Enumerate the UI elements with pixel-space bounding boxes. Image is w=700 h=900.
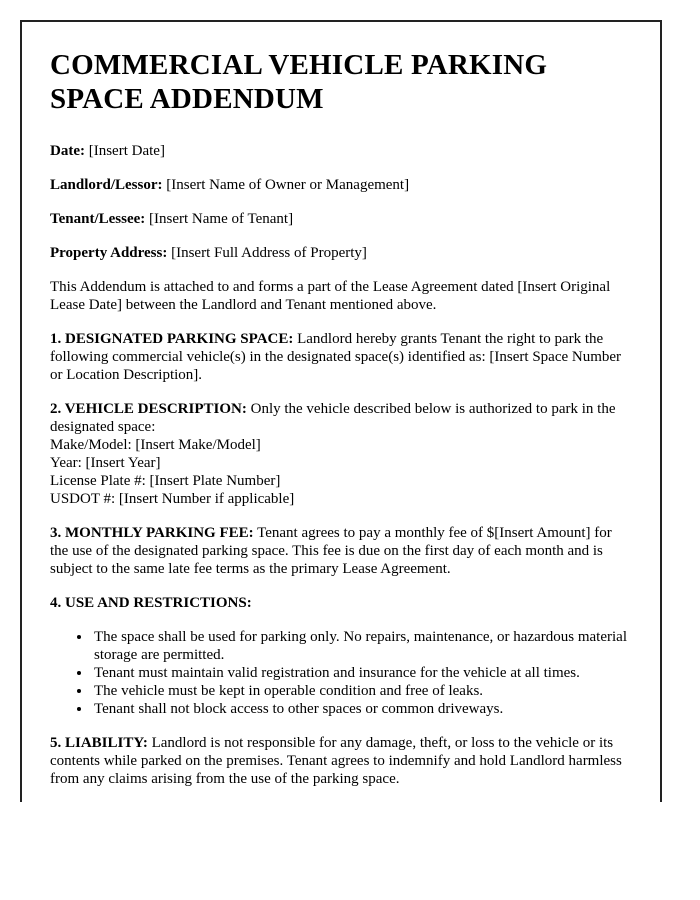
field-tenant: [50, 210, 632, 228]
field-property-address-label: Property Address:: [50, 245, 168, 261]
restrictions-list: [50, 628, 632, 718]
intro-paragraph: This Addendum is attached to and forms a part of the Lease Agreement dated [Insert Original Lease Date] between the Landlord and Tenant mentioned above.: [50, 279, 611, 313]
field-tenant-label: Tenant/Lessee:: [50, 211, 146, 227]
restriction-item: • Tenant shall not block access to other spaces or common driveways.: [92, 700, 632, 718]
section-1-heading: 1. DESIGNATED PARKING SPACE:: [50, 331, 294, 347]
section-5-body: Landlord is not responsible for any damage, theft, or loss to the vehicle or its contents while parked on the premises. Tenant agrees to indemnify and hold Landlord harmless from any claims arising from the use of the parking space.: [50, 735, 622, 787]
section-2-heading: 2. VEHICLE DESCRIPTION:: [50, 401, 247, 417]
restriction-item: • The vehicle must be kept in operable condition and free of leaks.: [92, 682, 632, 700]
section-vehicle-description: [50, 400, 632, 508]
field-landlord-label: Landlord/Lessor:: [50, 177, 163, 193]
section-2-body: Only the vehicle described below is authorized to park in the designated space:: [50, 401, 616, 435]
field-date-label: Date:: [50, 143, 85, 159]
field-property-address-value: [Insert Full Address of Property]: [171, 245, 367, 261]
field-property-address: [50, 244, 632, 262]
section-use-and-restrictions: [50, 594, 632, 718]
restriction-item: • The space shall be used for parking only. No repairs, maintenance, or hazardous material storage are permitted.: [92, 628, 632, 664]
section-3-body: Tenant agrees to pay a monthly fee of $[Insert Amount] for the use of the designated parking space. This fee is due on the first day of each month and is subject to the same late fee terms as the primary Lease Agreement.: [50, 525, 612, 577]
section-designated-parking-space: [50, 330, 632, 384]
field-tenant-value: [Insert Name of Tenant]: [149, 211, 294, 227]
document-page: [20, 20, 662, 802]
vehicle-usdot-line: USDOT #: [Insert Number if applicable]: [50, 491, 295, 507]
vehicle-make-model-line: Make/Model: [Insert Make/Model]: [50, 437, 261, 453]
field-landlord-value: [Insert Name of Owner or Management]: [166, 177, 410, 193]
restriction-item: • Tenant must maintain valid registration and insurance for the vehicle at all times.: [92, 664, 632, 682]
section-1-body: Landlord hereby grants Tenant the right to park the following commercial vehicle(s) in the designated space(s) identified as: [Insert Space Number or Location Description].: [50, 331, 622, 383]
section-monthly-parking-fee: [50, 524, 632, 578]
field-landlord: [50, 176, 632, 194]
section-4-heading: 4. USE AND RESTRICTIONS:: [50, 595, 252, 611]
vehicle-license-plate-line: License Plate #: [Insert Plate Number]: [50, 473, 281, 489]
section-liability: [50, 734, 632, 788]
document-title: COMMERCIAL VEHICLE PARKING SPACE ADDENDUM: [50, 49, 548, 115]
section-3-heading: 3. MONTHLY PARKING FEE:: [50, 525, 254, 541]
vehicle-year-line: Year: [Insert Year]: [50, 455, 161, 471]
field-date-value: [Insert Date]: [88, 143, 165, 159]
section-5-heading: 5. LIABILITY:: [50, 735, 148, 751]
field-date: [50, 142, 632, 160]
